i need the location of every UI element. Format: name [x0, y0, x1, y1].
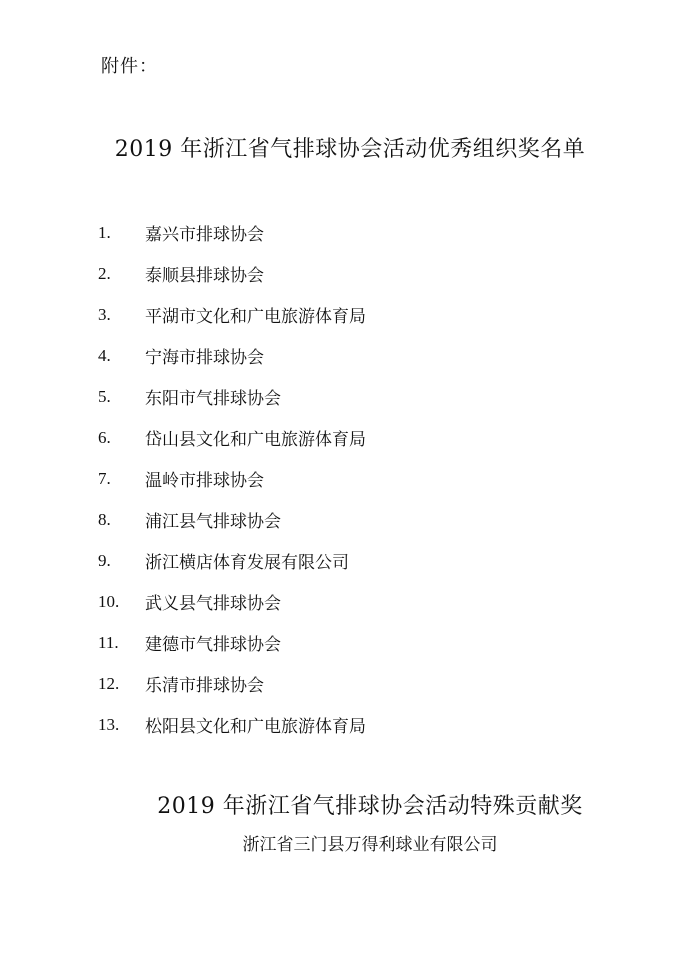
list-item-name: 松阳县文化和广电旅游体育局 [145, 717, 366, 737]
list-item-number: 8. [98, 509, 111, 529]
list-item-number: 6. [98, 427, 111, 447]
list-item [98, 622, 366, 663]
list-item-name: 武义县气排球协会 [145, 594, 281, 614]
list-item-number: 4. [98, 345, 111, 365]
list-item [98, 417, 366, 458]
list-item [98, 294, 366, 335]
award-title: 2019 年浙江省气排球协会活动优秀组织奖名单 [114, 137, 586, 162]
list-item [98, 581, 366, 622]
list-item-name: 浦江县气排球协会 [145, 512, 281, 532]
list-item-number: 1. [98, 222, 111, 242]
list-item-number: 12. [98, 673, 120, 693]
list-item-name: 浙江横店体育发展有限公司 [145, 553, 349, 573]
award-list [98, 212, 366, 745]
list-item-name: 宁海市排球协会 [145, 348, 264, 368]
list-item-number: 13. [98, 714, 120, 734]
list-item [98, 540, 366, 581]
list-item-name: 嘉兴市排球协会 [145, 225, 264, 245]
list-item-name: 乐清市排球协会 [145, 676, 264, 696]
list-item [98, 335, 366, 376]
list-item [98, 704, 366, 745]
special-award-title: 2019 年浙江省气排球协会活动特殊贡献奖 [157, 794, 583, 819]
list-item-number: 10. [98, 591, 120, 611]
list-item-number: 3. [98, 304, 111, 324]
list-item-number: 2. [98, 263, 111, 283]
list-item [98, 212, 366, 253]
list-item [98, 663, 366, 704]
list-item-name: 平湖市文化和广电旅游体育局 [145, 307, 366, 327]
list-item [98, 499, 366, 540]
list-item [98, 376, 366, 417]
list-item-name: 泰顺县排球协会 [145, 266, 264, 286]
list-item-name: 东阳市气排球协会 [145, 389, 281, 409]
list-item [98, 458, 366, 499]
attachment-label: 附件： [101, 56, 158, 77]
special-award-winner: 浙江省三门县万得利球业有限公司 [242, 835, 498, 855]
list-item-number: 5. [98, 386, 111, 406]
list-item-name: 岱山县文化和广电旅游体育局 [145, 430, 366, 450]
list-item-number: 9. [98, 550, 111, 570]
list-item-number: 11. [98, 632, 119, 652]
list-item-name: 建德市气排球协会 [145, 635, 281, 655]
list-item-number: 7. [98, 468, 111, 488]
list-item-name: 温岭市排球协会 [145, 471, 264, 491]
list-item [98, 253, 366, 294]
